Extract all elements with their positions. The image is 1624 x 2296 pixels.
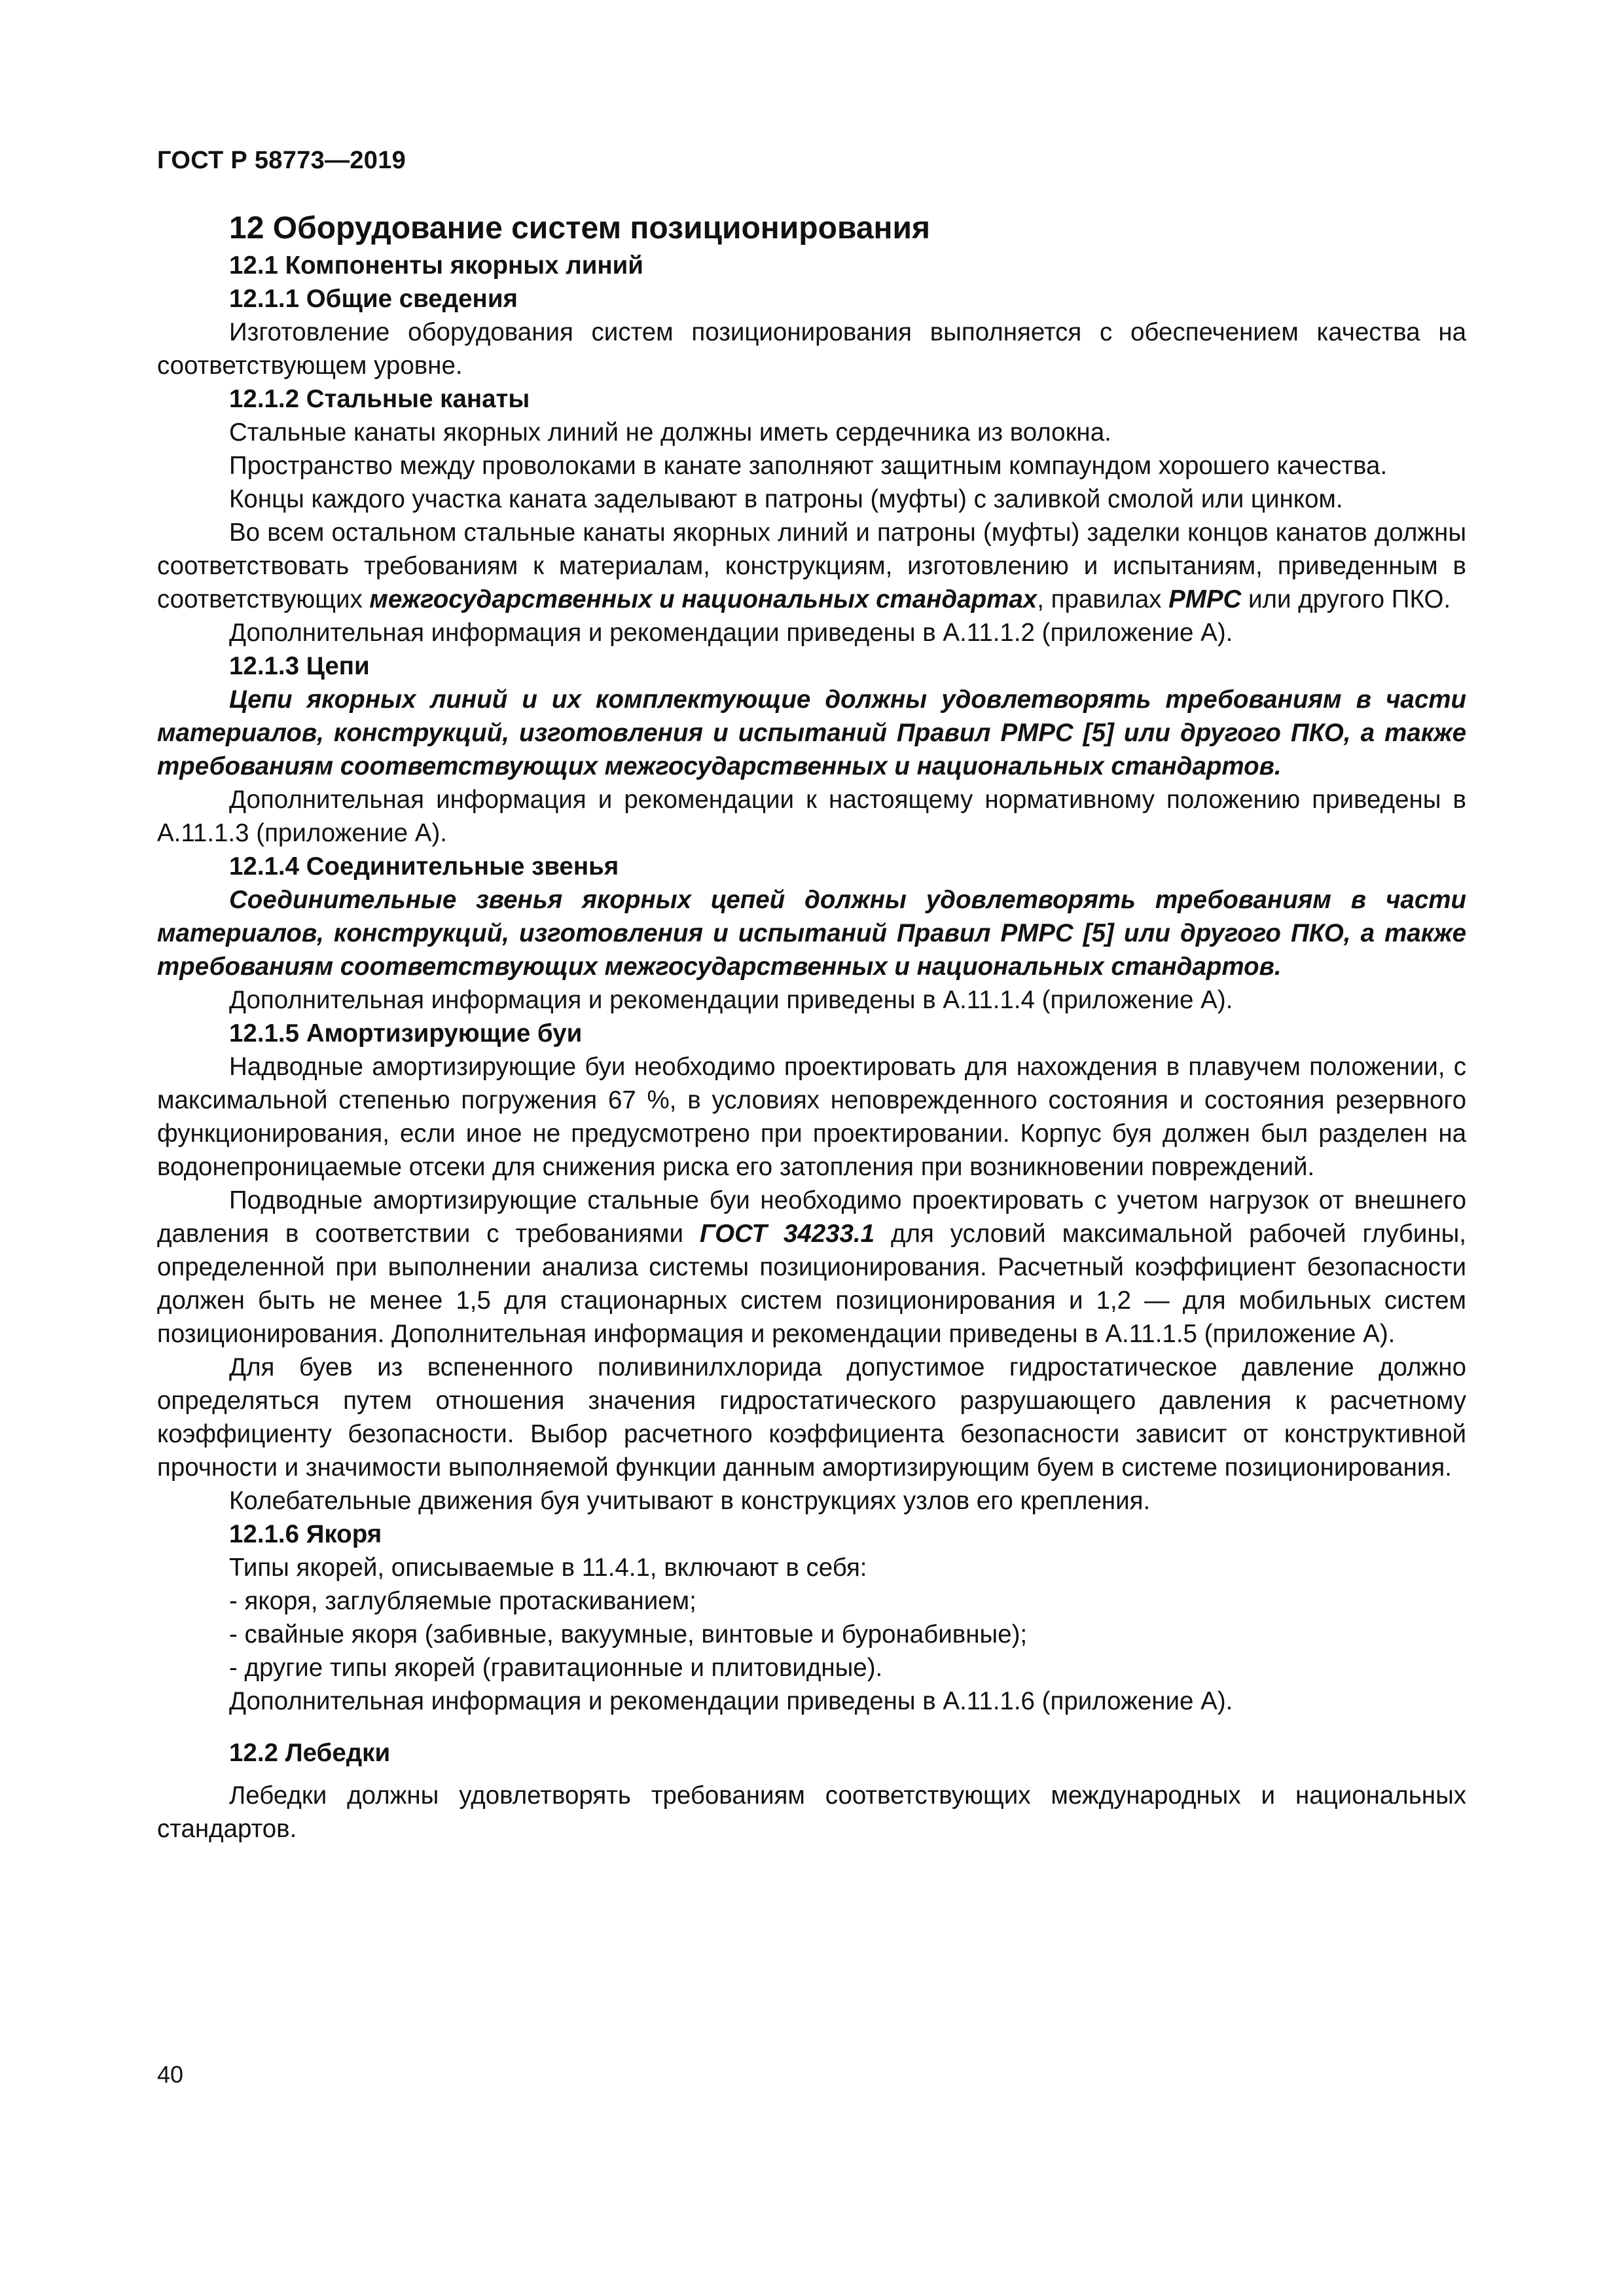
paragraph: Дополнительная информация и рекомендации приведены в А.11.1.2 (приложение А).: [229, 619, 1233, 647]
paragraph: Надводные амортизирующие буи необходимо проектировать для нахождения в плавучем положении, с максимальной степенью погружения 67 %, в условиях неповрежденного состояния и состояния резервного функционирования, если иное не предусмотрено при проектировании. Корпус буя должен был разделен на водонепроницаемые отсеки для снижения риска его затопления при возникновении повреждений.: [157, 1053, 1466, 1181]
page-body: [157, 208, 1466, 1846]
paragraph: Типы якорей, описываемые в 11.4.1, включают в себя:: [229, 1554, 867, 1582]
clause-title-12-1-4: 12.1.4 Соединительные звенья: [229, 852, 619, 881]
list-item: - свайные якоря (забивные, вакуумные, винтовые и буронабивные);: [229, 1620, 1028, 1649]
document-header: ГОСТ Р 58773—2019: [157, 147, 406, 174]
emphasis-text: РМРС: [1168, 585, 1242, 613]
paragraph: Пространство между проволоками в канате заполняют защитным компаундом хорошего качества.: [229, 452, 1388, 480]
clause-title-12-1-5: 12.1.5 Амортизирующие буи: [229, 1019, 583, 1048]
clause-title-12-1-2: 12.1.2 Стальные канаты: [229, 385, 530, 413]
paragraph: Лебедки должны удовлетворять требованиям соответствующих международных и национальных стандартов.: [157, 1781, 1466, 1843]
clause-title-12-1-6: 12.1.6 Якоря: [229, 1520, 382, 1548]
subsection-title-12-2: 12.2 Лебедки: [229, 1739, 391, 1767]
emphasis-paragraph: Цепи якорных линий и их комплектующие должны удовлетворять требованиям в части материалов, конструкций, изготовления и испытаний Правил РМРС [5] или другого ПКО, а также требованиям соответствующих межгосударственных и национальных стандартов.: [157, 685, 1466, 780]
paragraph: Концы каждого участка каната заделывают в патроны (муфты) с заливкой смолой или цинком.: [229, 485, 1343, 513]
text-run: для условий максимальной рабочей глубины, определенной при выполнении анализа системы позиционирования. Расчетный коэффициент безопасности должен быть не менее 1,5 для стационарных систем позиционирования и 1,2 — для мобильных систем позиционирования. Дополнительная информация и рекомендации приведены в А.11.1.5 (приложение А).: [157, 1220, 1466, 1348]
clause-title-12-1-1: 12.1.1 Общие сведения: [229, 285, 518, 313]
text-run: Подводные амортизирующие стальные буи необходимо проектировать с учетом нагрузок от внешнего давления в соответствии с требованиями: [157, 1186, 1466, 1248]
list-item: - якоря, заглубляемые протаскиванием;: [229, 1587, 696, 1615]
paragraph: Колебательные движения буя учитывают в конструкциях узлов его крепления.: [229, 1487, 1151, 1515]
subsection-title-12-1: 12.1 Компоненты якорных линий: [229, 251, 643, 280]
list-item: - другие типы якорей (гравитационные и плитовидные).: [229, 1654, 883, 1682]
paragraph: [157, 1184, 1466, 1351]
paragraph: Стальные канаты якорных линий не должны иметь сердечника из волокна.: [229, 418, 1111, 446]
paragraph: Дополнительная информация и рекомендации приведены в А.11.1.6 (приложение А).: [229, 1687, 1233, 1715]
paragraph: [157, 516, 1466, 616]
paragraph: Для буев из вспененного поливинилхлорида допустимое гидростатическое давление должно определяться путем отношения значения гидростатического разрушающего давления к расчетному коэффициенту безопасности. Выбор расчетного коэффициента безопасности зависит от конструктивной прочности и значимости выполняемой функции данным амортизирующим буем в системе позиционирования.: [157, 1353, 1466, 1482]
paragraph: Дополнительная информация и рекомендации к настоящему нормативному положению приведены в А.11.1.3 (приложение А).: [157, 786, 1466, 847]
text-run: или другого ПКО.: [1241, 585, 1451, 613]
emphasis-paragraph: Соединительные звенья якорных цепей должны удовлетворять требованиям в части материалов, конструкций, изготовления и испытаний Правил РМРС [5] или другого ПКО, а также требованиям соответствующих межгосударственных и национальных стандартов.: [157, 886, 1466, 981]
text-run: , правилах: [1037, 585, 1169, 613]
text-run: Во всем остальном стальные канаты якорных линий и патроны (муфты) заделки концов канатов должны соответствовать требованиям к материалам, конструкциям, изготовлению и испытаниям, приведенным в соответствующих: [157, 519, 1466, 613]
page-number: 40: [157, 2061, 184, 2088]
standard-reference: ГОСТ 34233.1: [700, 1220, 875, 1248]
paragraph: Дополнительная информация и рекомендации приведены в А.11.1.4 (приложение А).: [229, 986, 1233, 1014]
emphasis-text: межгосударственных и национальных стандартах: [369, 585, 1038, 613]
section-title: 12 Оборудование систем позиционирования: [229, 211, 931, 246]
clause-title-12-1-3: 12.1.3 Цепи: [229, 652, 370, 680]
paragraph: Изготовление оборудования систем позиционирования выполняется с обеспечением качества на соответствующем уровне.: [157, 318, 1466, 380]
